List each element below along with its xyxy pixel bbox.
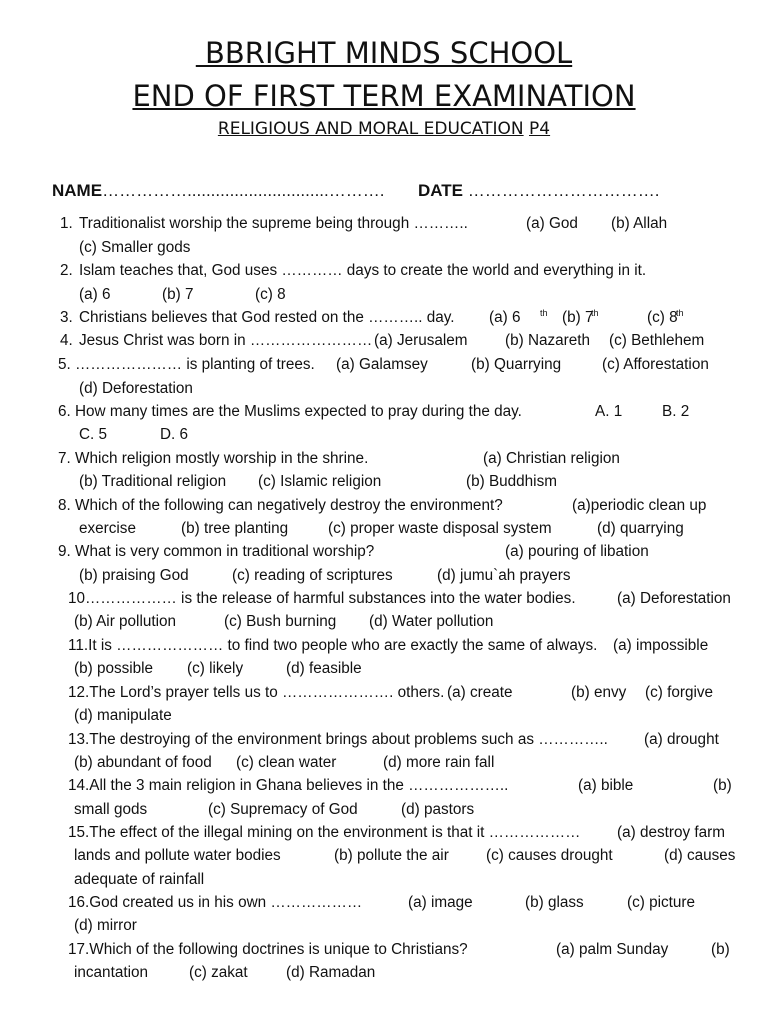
question-number: 4.: [60, 332, 73, 349]
question-text: 6. How many times are the Muslims expected to pray during the day.: [58, 403, 522, 420]
option-a: (a) Deforestation: [617, 590, 731, 607]
question-text: 11.It is ………………… to find two people who are exactly the same of always.: [68, 637, 598, 654]
option-a: (a) God: [526, 215, 578, 232]
option-a: (a) bible: [578, 777, 634, 794]
option-c: (c) reading of scriptures: [232, 567, 393, 584]
class-label: P4: [529, 119, 551, 139]
option-a: (a) destroy farm: [617, 824, 725, 841]
option-c: (c) proper waste disposal system: [328, 520, 552, 537]
option-b: (b) pollute the air: [334, 847, 449, 864]
question-text: 17.Which of the following doctrines is unique to Christians?: [68, 941, 468, 958]
ordinal-suffix: th: [540, 308, 548, 318]
question-number: 3.: [60, 309, 73, 326]
option-a: (a) Christian religion: [483, 450, 620, 467]
date-label: DATE: [418, 181, 464, 200]
option-c: (c) Islamic religion: [258, 473, 382, 490]
option-b: (b) Nazareth: [505, 332, 591, 349]
option-c: C. 5: [79, 426, 108, 443]
option-d: (d) causes: [664, 847, 736, 864]
question-text: 15.The effect of the illegal mining on the environment is that it ………………: [68, 824, 581, 841]
option-b: (b) praising God: [79, 567, 189, 584]
date-field: [418, 180, 659, 202]
option-b: (b) envy: [571, 684, 627, 701]
option-b: (b) tree planting: [181, 520, 289, 537]
option-d: (d) Water pollution: [369, 613, 494, 630]
question-text: Jesus Christ was born in ……………………: [79, 332, 373, 349]
option-a: (a) Jerusalem: [374, 332, 468, 349]
option-d: (d) manipulate: [74, 707, 172, 724]
question-text: 13.The destroying of the environment brings about problems such as …………..: [68, 731, 608, 748]
question-text: Traditionalist worship the supreme being through ………..: [79, 215, 468, 232]
option-d: D. 6: [160, 426, 189, 443]
question-text: 8. Which of the following can negatively destroy the environment?: [58, 497, 503, 514]
question-text: Christians believes that God rested on the ……….. day.: [79, 309, 455, 326]
ordinal-suffix: th: [591, 308, 599, 318]
option-c: (c) Smaller gods: [79, 239, 191, 256]
option-c: (c) Bethlehem: [609, 332, 705, 349]
option-b-cont: incantation: [74, 964, 148, 981]
option-b: (b) abundant of food: [74, 754, 212, 771]
option-a: (a) Galamsey: [336, 356, 428, 373]
question-text: 12.The Lord’s prayer tells us to …………………. others.: [68, 684, 445, 701]
option-b: B. 2: [662, 403, 690, 420]
option-c: (c) clean water: [236, 754, 337, 771]
option-b: (b) Allah: [611, 215, 668, 232]
question-text: 5. ………………… is planting of trees.: [58, 356, 315, 373]
option-a: (a) create: [447, 684, 513, 701]
name-label: NAME: [52, 181, 103, 200]
question-text: Islam teaches that, God uses ………… days to create the world and everything in it.: [79, 262, 647, 279]
option-a: A. 1: [595, 403, 623, 420]
question-number: 2.: [60, 262, 73, 279]
subject-line: [0, 118, 768, 140]
option-b: (b) glass: [525, 894, 584, 911]
option-d: (d) quarrying: [597, 520, 684, 537]
option-c: (c) zakat: [189, 964, 248, 981]
option-d: (d) more rain fall: [383, 754, 495, 771]
name-date-row: [52, 180, 752, 202]
option-d: (d) Ramadan: [286, 964, 376, 981]
option-a: (a) pouring of libation: [505, 543, 649, 560]
option-b: (b): [711, 941, 730, 958]
option-a: (a) palm Sunday: [556, 941, 669, 958]
option-c: (c) Supremacy of God: [208, 801, 358, 818]
option-a-cont: lands and pollute water bodies: [74, 847, 281, 864]
option-c: (c) 8: [647, 309, 678, 326]
option-d-cont: adequate of rainfall: [74, 871, 205, 888]
option-a: (a) 6: [79, 286, 111, 303]
option-c: (c) likely: [187, 660, 244, 677]
option-b: (b) Quarrying: [471, 356, 562, 373]
question-text: 10……………… is the release of harmful substances into the water bodies.: [68, 590, 576, 607]
option-b: (b): [713, 777, 732, 794]
option-b: (b) Air pollution: [74, 613, 177, 630]
question-text: 14.All the 3 main religion in Ghana believes in the ………………..: [68, 777, 509, 794]
option-d: (d) feasible: [286, 660, 362, 677]
question-number: 1.: [60, 215, 73, 232]
option-c: (c) Afforestation: [602, 356, 709, 373]
school-name: BBRIGHT MINDS SCHOOL: [195, 36, 573, 70]
option-d: (b) Buddhism: [466, 473, 557, 490]
option-a: (a) drought: [644, 731, 719, 748]
subject-name: RELIGIOUS AND MORAL EDUCATION: [217, 119, 524, 139]
name-blank: ……………..............................……….: [102, 181, 385, 200]
option-d: (d) Deforestation: [79, 380, 193, 397]
option-b: (b) Traditional religion: [79, 473, 227, 490]
option-d: (d) jumu`ah prayers: [437, 567, 571, 584]
ordinal-suffix: th: [676, 308, 684, 318]
option-b: (b) 7: [562, 309, 594, 326]
option-b: (b) 7: [162, 286, 194, 303]
option-a: (a) impossible: [613, 637, 709, 654]
option-a-cont: exercise: [79, 520, 136, 537]
option-c: (c) Bush burning: [224, 613, 337, 630]
option-c: (c) causes drought: [486, 847, 613, 864]
question-text: 9. What is very common in traditional worship?: [58, 543, 375, 560]
exam-title: END OF FIRST TERM EXAMINATION: [132, 79, 636, 113]
question-text: 16.God created us in his own ………………: [68, 894, 363, 911]
option-d: (d) pastors: [401, 801, 475, 818]
option-b-cont: small gods: [74, 801, 148, 818]
option-a: (a) 6: [489, 309, 521, 326]
option-a: (a) image: [408, 894, 473, 911]
question-text: 7. Which religion mostly worship in the shrine.: [58, 450, 369, 467]
option-c: (c) 8: [255, 286, 286, 303]
option-d: (d) mirror: [74, 917, 137, 934]
option-c: (c) forgive: [645, 684, 713, 701]
option-a: (a)periodic clean up: [572, 497, 707, 514]
date-blank: …………………………….: [463, 181, 660, 200]
option-b: (b) possible: [74, 660, 154, 677]
option-c: (c) picture: [627, 894, 695, 911]
